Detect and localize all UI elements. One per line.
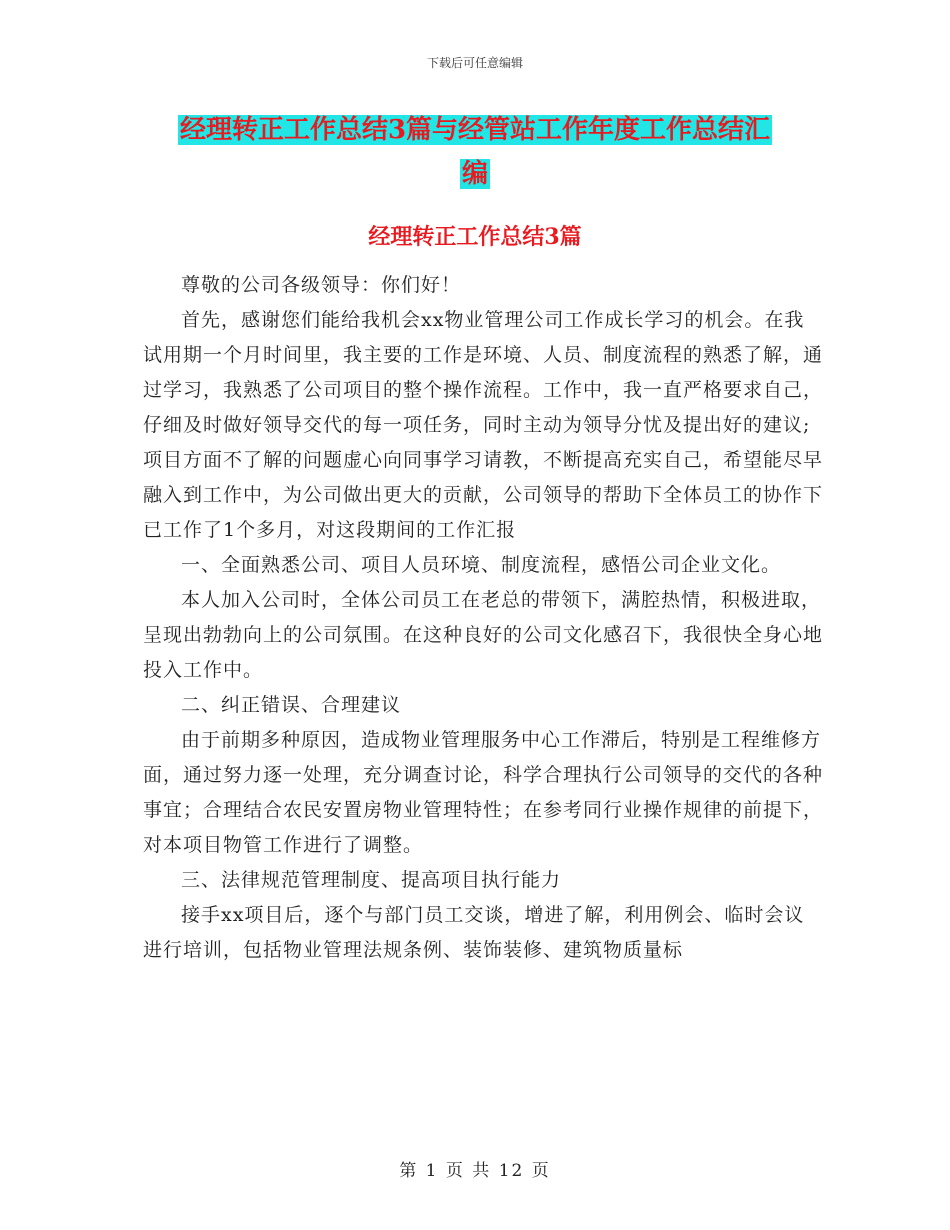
body-text xyxy=(143,268,823,968)
main-title-line-1: 经理转正工作总结3篇与经管站工作年度工作总结汇 xyxy=(179,115,771,145)
paragraph-management: 接手xx项目后，逐个与部门员工交谈，增进了解，利用例会、临时会议进行培训，包括物业管理法规条例、装饰装修、建筑物质量标 xyxy=(143,904,805,961)
section-title: 经理转正工作总结3篇 xyxy=(368,224,582,250)
paragraph-greeting: 尊敬的公司各级领导：你们好！ xyxy=(181,274,462,296)
header-note: 下载后可任意编辑 xyxy=(426,56,523,70)
main-title-line-2: 编 xyxy=(461,159,488,189)
paragraph-heading-2: 二、纠正错误、合理建议 xyxy=(181,694,402,716)
paragraph-intro: 首先，感谢您们能给我机会xx物业管理公司工作成长学习的机会。在我试用期一个月时间里，我主要的工作是环境、人员、制度流程的熟悉了解，通过学习，我熟悉了公司项目的整个操作流程。工作中，我一直严格要求自己，仔细及时做好领导交代的每一项任务，同时主动为领导分忧及提出好的建议;项目方面不了解的问题虚心向同事学习请教，不断提高充实自己，希望能尽早融入到工作中，为公司做出更大的贡献，公司领导的帮助下全体员工的协作下已工作了1个多月，对这段期间的工作汇报 xyxy=(143,309,824,541)
paragraph-heading-3: 三、法律规范管理制度、提高项目执行能力 xyxy=(181,869,562,891)
paragraph-corrections: 由于前期多种原因，造成物业管理服务中心工作滞后，特别是工程维修方面，通过努力逐一处理，充分调查讨论，科学合理执行公司领导的交代的各种事宜；合理结合农民安置房物业管理特性；在参考同行业操作规律的前提下，对本项目物管工作进行了调整。 xyxy=(143,729,824,856)
paragraph-culture: 本人加入公司时，全体公司员工在老总的带领下，满腔热情，积极进取，呈现出勃勃向上的公司氛围。在这种良好的公司文化感召下，我很快全身心地投入工作中。 xyxy=(143,589,824,681)
page-footer: 第 1 页 共 12 页 xyxy=(399,1161,551,1181)
paragraph-heading-1: 一、全面熟悉公司、项目人员环境、制度流程，感悟公司企业文化。 xyxy=(181,554,782,576)
main-title xyxy=(0,108,950,196)
